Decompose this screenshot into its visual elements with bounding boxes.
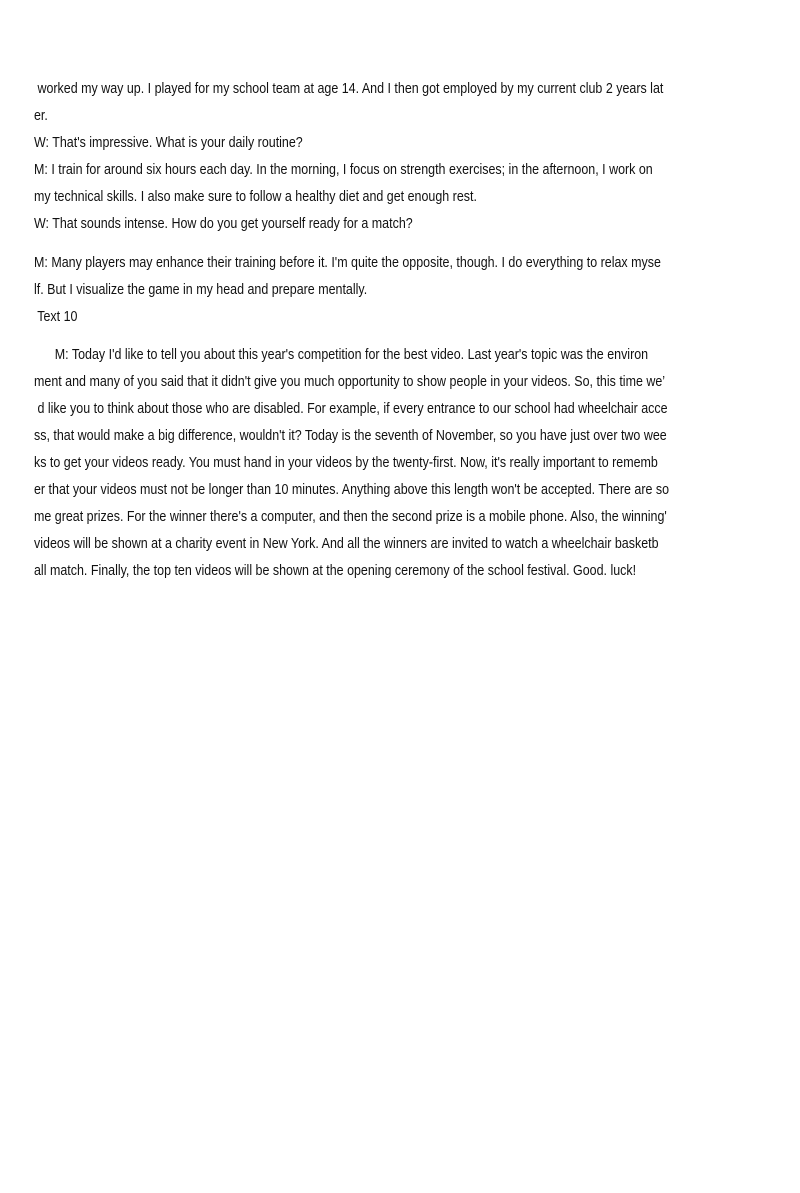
text-line: ss, that would make a big difference, wouldn't it? Today is the seventh of November, so you have just over two wee [34,428,667,444]
text-line: er. [34,108,48,124]
section-heading: Text 10 [34,309,78,325]
text-line: ment and many of you said that it didn't give you much opportunity to show people in your videos. So, this time we’ [34,374,666,390]
text-line: my technical skills. I also make sure to follow a healthy diet and get enough rest. [34,189,477,205]
text-line: me great prizes. For the winner there's a computer, and then the second prize is a mobile phone. Also, the winning' [34,509,667,525]
text-line: lf. But I visualize the game in my head and prepare mentally. [34,282,368,298]
text-line: all match. Finally, the top ten videos will be shown at the opening ceremony of the school festival. Good. luck! [34,563,637,579]
text-line: d like you to think about those who are disabled. For example, if every entrance to our school had wheelchair acce [34,401,668,417]
text-line: W: That's impressive. What is your daily routine? [34,135,303,151]
text-line: W: That sounds intense. How do you get yourself ready for a match? [34,216,413,232]
text-line: ks to get your videos ready. You must hand in your videos by the twenty-first. Now, it's really important to rememb [34,455,658,471]
text-line: videos will be shown at a charity event in New York. And all the winners are invited to watch a wheelchair basketb [34,536,659,552]
text-line: M: Many players may enhance their training before it. I'm quite the opposite, though. I do everything to relax myse [34,255,661,271]
text-line: worked my way up. I played for my school team at age 14. And I then got employed by my current club 2 years lat [34,81,664,97]
text-line: M: Today I'd like to tell you about this year's competition for the best video. Last year's topic was the environ [34,347,649,363]
text-line: M: I train for around six hours each day. In the morning, I focus on strength exercises; in the afternoon, I work on [34,162,653,178]
text-line: er that your videos must not be longer than 10 minutes. Anything above this length won't be accepted. There are so [34,482,670,498]
